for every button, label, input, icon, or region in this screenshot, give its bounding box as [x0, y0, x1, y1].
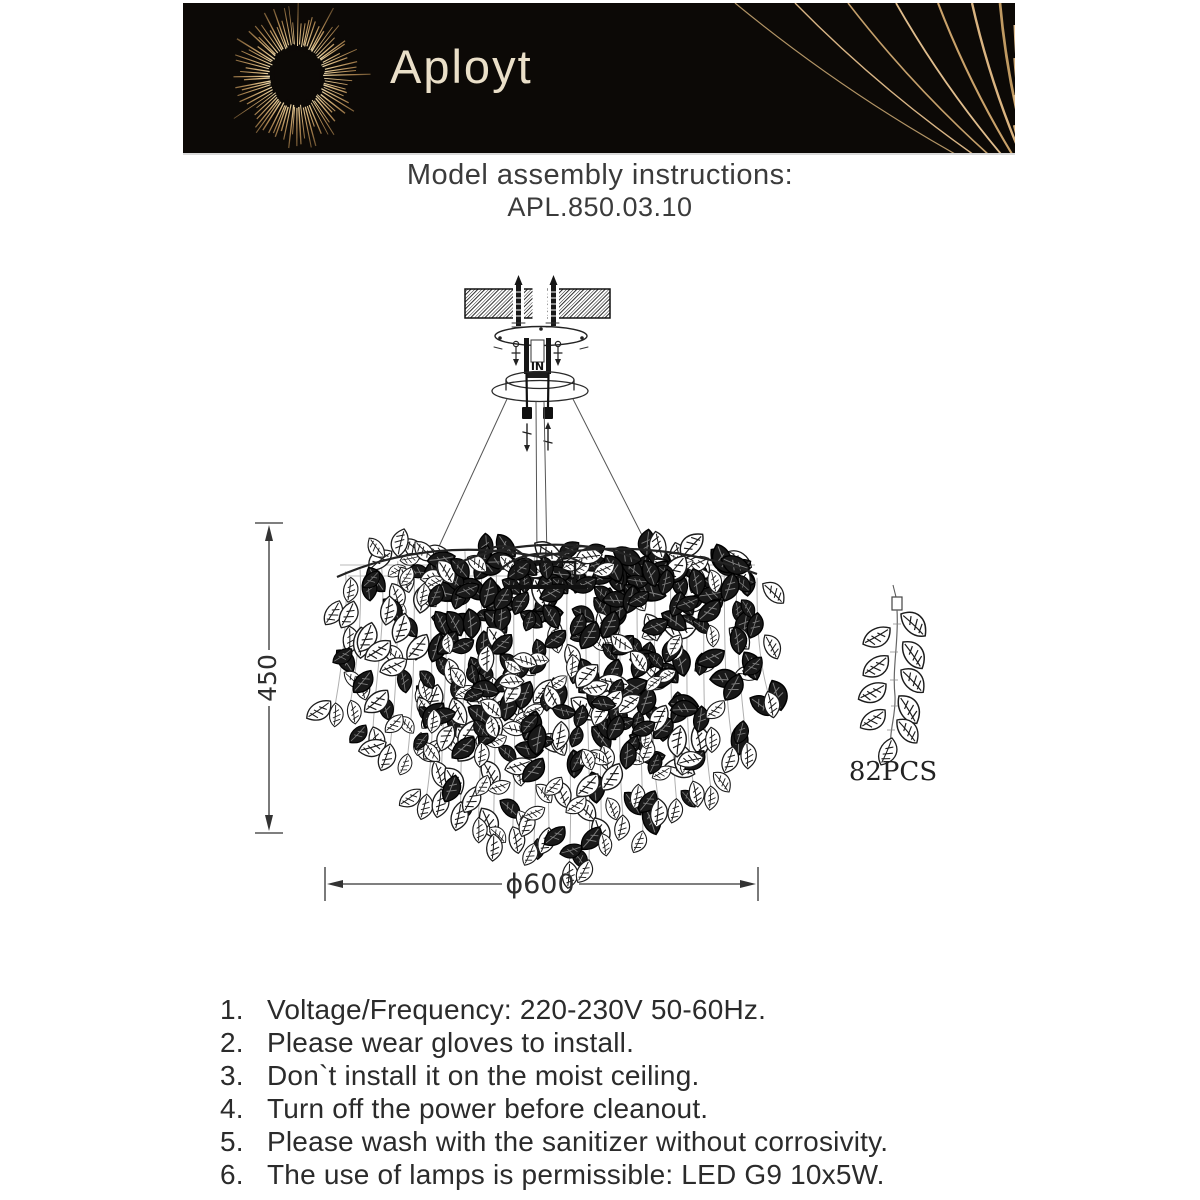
model-number: APL.850.03.10 [507, 192, 693, 222]
diameter-dimension-label: ϕ600 [505, 869, 575, 900]
instruction-number: 1. [220, 994, 244, 1025]
ceiling-mount-detail [436, 275, 649, 563]
instruction-item [220, 1092, 1040, 1125]
instruction-number: 5. [220, 1126, 244, 1157]
height-dimension-label: 450 [253, 654, 282, 702]
chandelier-drawing [303, 527, 792, 888]
instructions-list [220, 993, 1040, 1191]
instruction-text: Please wash with the sanitizer without corrosivity. [267, 1126, 889, 1157]
instruction-text: Voltage/Frequency: 220-230V 50-60Hz. [267, 994, 767, 1025]
instruction-number: 3. [220, 1060, 244, 1091]
parts-count-label: 82PCS [848, 757, 938, 787]
instruction-text: Please wear gloves to install. [267, 1027, 635, 1058]
diameter-dimension [325, 867, 758, 901]
instruction-number: 4. [220, 1093, 244, 1124]
instruction-number: 6. [220, 1159, 244, 1190]
leaf-strand-detail [849, 585, 937, 787]
instruction-item [220, 993, 1040, 1026]
instruction-item [220, 1125, 1040, 1158]
instruction-text: The use of lamps is permissible: LED G9 10x5W. [267, 1159, 885, 1190]
terminal-in-label: IN [530, 360, 545, 373]
instruction-item [220, 1158, 1040, 1191]
instruction-item [220, 1059, 1040, 1092]
instruction-text: Turn off the power before cleanout. [267, 1093, 709, 1124]
title-line1: Model assembly instructions: [406, 159, 794, 191]
height-dimension [253, 523, 283, 833]
instruction-item [220, 1026, 1040, 1059]
instruction-text: Don`t install it on the moist ceiling. [267, 1060, 700, 1091]
brand-name: Aployt [390, 40, 533, 93]
instruction-number: 2. [220, 1027, 244, 1058]
